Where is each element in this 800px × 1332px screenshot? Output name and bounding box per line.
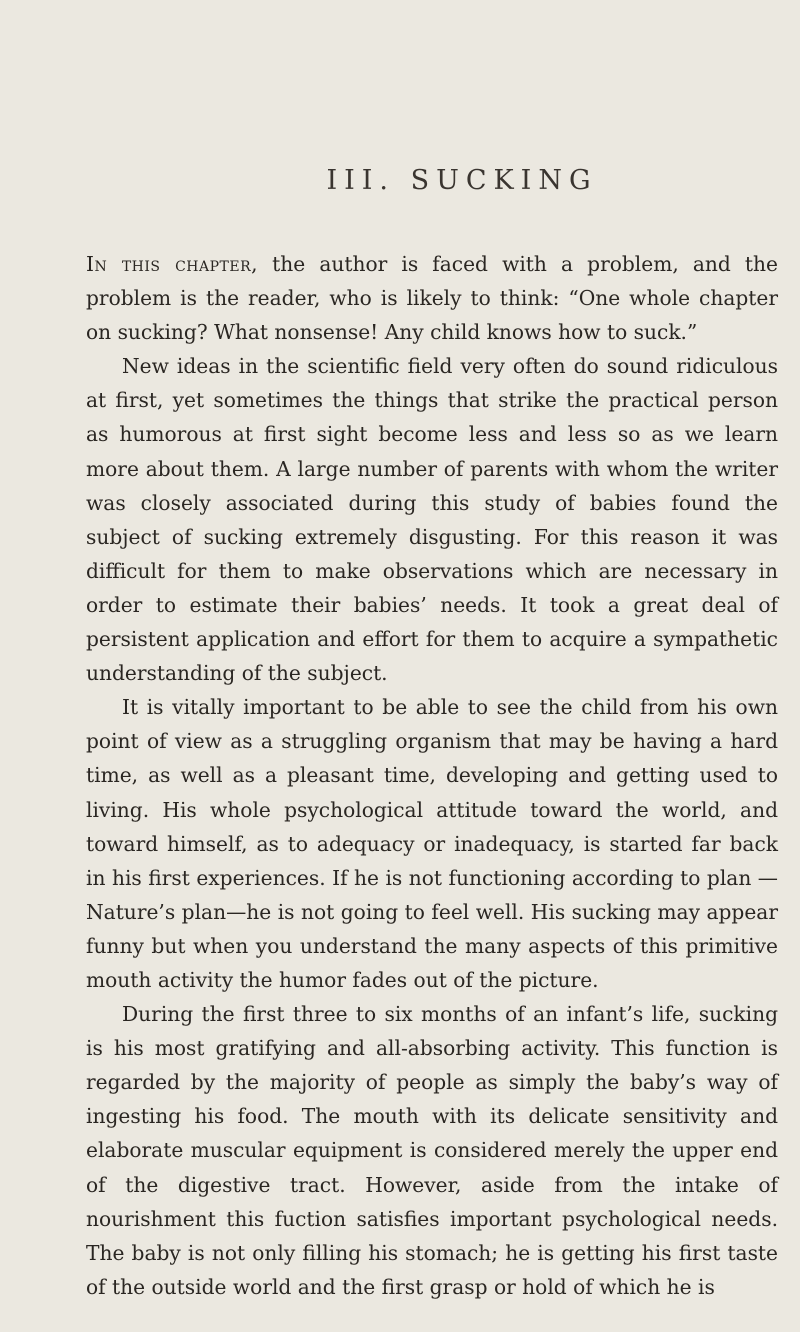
paragraph-3: It is vitally important to be able to see the child from his own point of view as a struggling organism that may be having a hard time, as well as a pleasant time, developing and getting used to living. His whole psychological attitude toward the world, and toward himself, as to adequacy or inadequacy, is started far back in his first experiences. If he is not functioning according to plan —Nature’s plan—he is not going to feel well. His sucking may appear funny but when you understand the many aspects of this primitive mouth activity the humor fades out of the picture. (86, 695, 778, 992)
paragraph-2: New ideas in the scientific field very often do sound ridiculous at first, yet sometimes the things that strike the practical person as humorous at first sight become less and less so as we learn more about them. A large number of parents with whom the writer was closely associated during this study of babies found the subject of sucking extremely disgusting. For this reason it was difficult for them to make observations which are necessary in order to estimate their babies’ needs. It took a great deal of persistent application and effort for them to acquire a sympathetic understanding of the subject. (86, 354, 778, 686)
paragraph-1-text: the author is faced with a problem, and the problem is the reader, who is likely to think: “One whole chapter on sucking? What nonsense! Any child knows how to suck.” (86, 252, 778, 345)
opening-small-caps: In this chapter, (86, 252, 259, 276)
paragraph-4: During the first three to six months of an infant’s life, sucking is his most gratifying and all-absorbing activity. This function is regarded by the majority of people as simply the baby’s way of ingesting his food. The mouth with its delicate sensitivity and elaborate muscular equipment is considered merely the upper end of the digestive tract. However, aside from the intake of nourishment this fuction satisfies important psychological needs. The baby is not only filling his stomach; he is getting his first taste of the outside world and the first grasp or hold of which he is (86, 1002, 778, 1299)
chapter-body (86, 247, 778, 1304)
paragraph-1 (86, 247, 778, 349)
chapter-title: III. SUCKING (326, 165, 598, 196)
